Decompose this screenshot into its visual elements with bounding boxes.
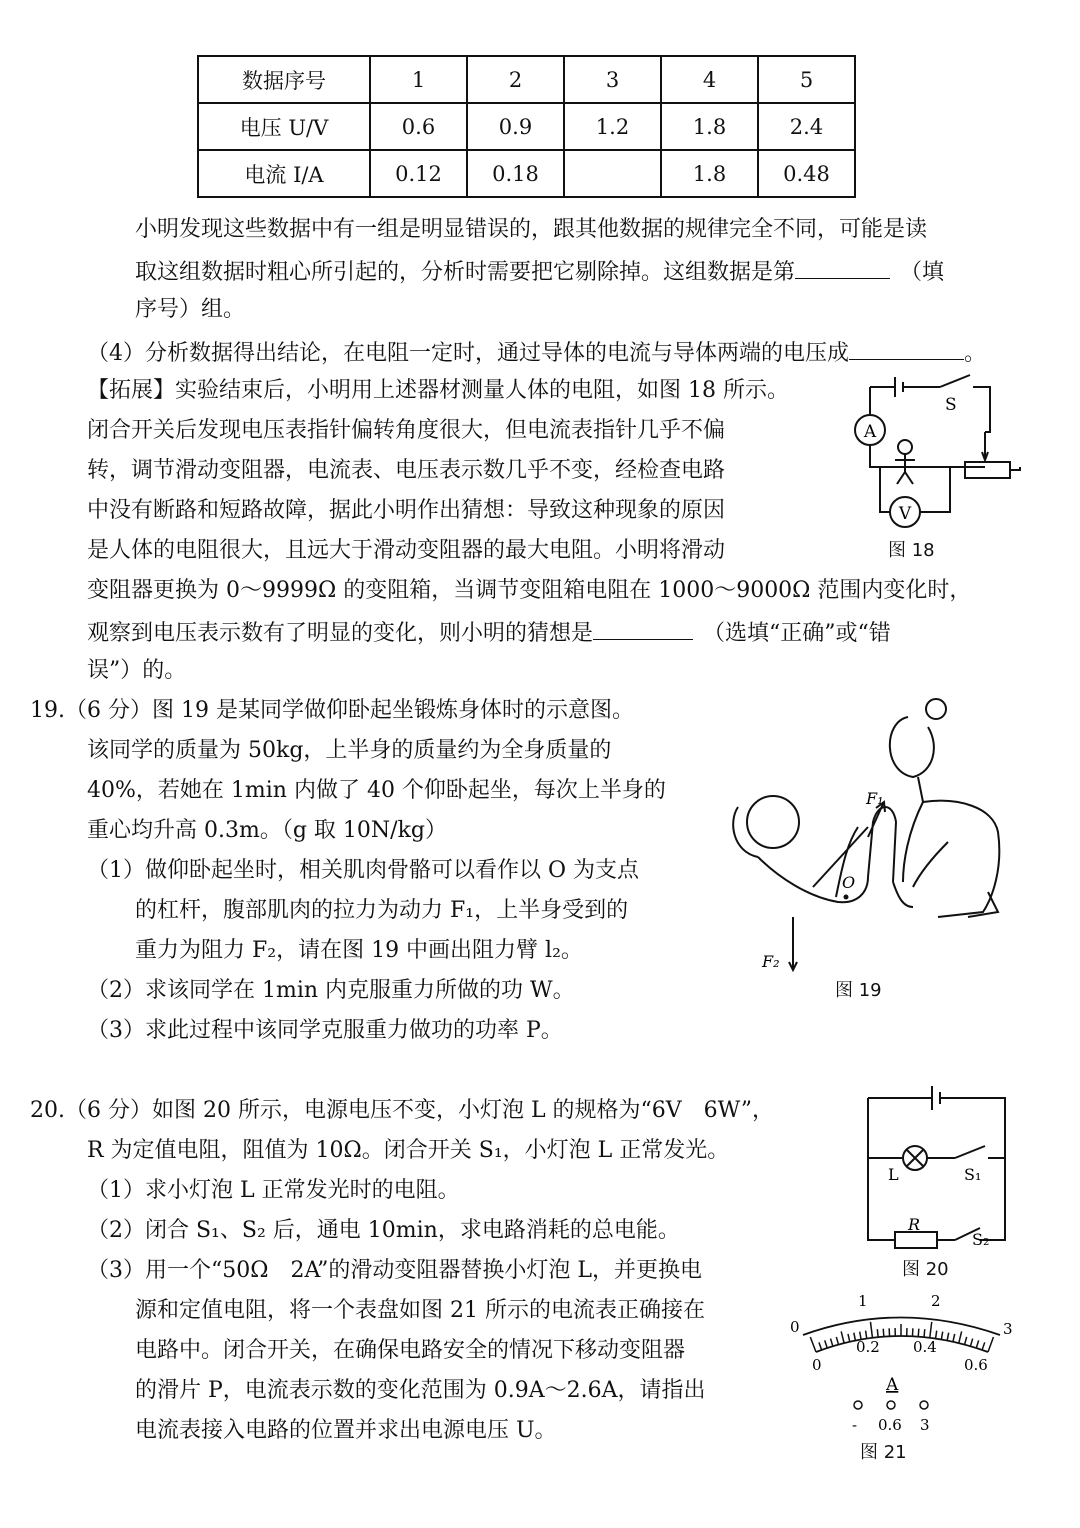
q18-p4	[87, 333, 986, 367]
dial-tick	[841, 1331, 844, 1343]
table-cell: 电压 U/V	[198, 103, 370, 150]
figure-19-caption: 图 19	[835, 980, 882, 1001]
q20-sub3-line1: （3）用一个“50Ω 2A”的滑动变阻器替换小灯泡 L，并更换电	[87, 1258, 702, 1283]
switch-label: S	[945, 395, 957, 415]
q18-p3-line2-text: 取这组数据时粗心所引起的，分析时需要把它剔除掉。这组数据是第	[135, 260, 796, 285]
s1-label: S₁	[964, 1165, 982, 1184]
dial-tick	[965, 1337, 967, 1345]
q19-sub1-line3: 重力为阻力 F₂，请在图 19 中画出阻力臂 l₂。	[135, 938, 583, 963]
table-cell: 电流 I/A	[198, 150, 370, 197]
q18-ext-line5: 是人体的电阻很大，且远大于滑动变阻器的最大电阻。小明将滑动	[87, 538, 726, 563]
lower-tick-label: 0.4	[913, 1338, 937, 1356]
q18-ext-line7	[87, 613, 891, 647]
q19-sub2: （2）求该同学在 1min 内克服重力所做的功 W。	[87, 978, 575, 1003]
dial-tick	[883, 1329, 884, 1337]
dial-tick	[953, 1334, 955, 1342]
answer-blank[interactable]	[795, 252, 890, 279]
table-row	[198, 150, 855, 197]
figure-21-caption: 图 21	[860, 1442, 907, 1463]
q19-line1: 19.（6 分）图 19 是某同学做仰卧起坐锻炼身体时的示意图。	[30, 698, 634, 723]
q18-p3-line3: 序号）组。	[135, 297, 246, 322]
figure-19-situp	[718, 692, 1018, 977]
table-cell: 1.8	[661, 150, 758, 197]
upper-tick-label: 1	[858, 1292, 868, 1310]
table-header-cell: 2	[467, 56, 564, 103]
table-header-cell: 5	[758, 56, 855, 103]
table-cell: 0.6	[370, 103, 467, 150]
q18-p4-end: 。	[964, 341, 987, 366]
q18-p3-line2	[135, 252, 944, 286]
figure-18-caption: 图 18	[888, 540, 935, 561]
answer-blank[interactable]	[849, 333, 964, 360]
upper-tick-label: 2	[931, 1292, 941, 1310]
r-label: R	[908, 1215, 921, 1234]
q19-line2: 该同学的质量为 50kg，上半身的质量约为全身质量的	[87, 738, 612, 763]
table-cell: 1.2	[564, 103, 661, 150]
dial-tick	[819, 1342, 822, 1350]
dial-tick	[988, 1337, 993, 1352]
upper-tick-label: 3	[1003, 1320, 1013, 1338]
terminal-label: 0.6	[878, 1416, 902, 1434]
dial-tick	[970, 1339, 972, 1347]
table-header-cell: 1	[370, 56, 467, 103]
table-header-cell: 3	[564, 56, 661, 103]
q18-p3-line1: 小明发现这些数据中有一组是明显错误的，跟其他数据的规律完全不同，可能是读	[135, 217, 928, 242]
lamp-label: L	[888, 1165, 899, 1184]
dial-tick	[848, 1334, 850, 1342]
q20-sub1: （1）求小灯泡 L 正常发光时的电阻。	[87, 1178, 460, 1203]
q18-ext-line6: 变阻器更换为 0～9999Ω 的变阻箱，当调节变阻箱电阻在 1000～9000Ω 范围内变化时，	[87, 578, 972, 603]
dial-tick	[918, 1329, 919, 1337]
q20-sub3-line4: 的滑片 P，电流表示数的变化范围为 0.9A～2.6A，请指出	[135, 1378, 706, 1403]
q18-ext-line8: 误”）的。	[87, 658, 187, 683]
table-cell: 0.9	[467, 103, 564, 150]
f2-label: F₂	[762, 952, 780, 971]
lower-tick-label: 0	[812, 1356, 822, 1374]
dial-tick	[930, 1322, 932, 1338]
dial-tick	[959, 1331, 962, 1343]
data-table	[197, 55, 856, 198]
f1-label: F₁	[866, 789, 884, 808]
answer-blank[interactable]	[593, 613, 693, 640]
q20-sub3-line3: 电路中。闭合开关，在确保电路安全的情况下移动变阻器	[135, 1338, 686, 1363]
dial-tick	[982, 1342, 985, 1350]
terminal-label: 3	[920, 1416, 930, 1434]
dial-tick	[870, 1322, 872, 1338]
dial-tick	[976, 1340, 978, 1348]
upper-tick-label: 0	[790, 1318, 800, 1336]
s2-label: S₂	[972, 1230, 990, 1249]
q18-ext-line1: 【拓展】实验结束后，小明用上述器材测量人体的电阻，如图 18 所示。	[87, 378, 789, 403]
q18-p3-line2-end: （填	[900, 260, 945, 285]
table-cell: 0.18	[467, 150, 564, 197]
figure-20-caption: 图 20	[902, 1259, 949, 1280]
lower-tick-label: 0.6	[964, 1356, 988, 1374]
q18-ext-line3: 转，调节滑动变阻器，电流表、电压表示数几乎不变，经检查电路	[87, 458, 726, 483]
dial-tick	[877, 1329, 878, 1337]
q20-sub2: （2）闭合 S₁、S₂ 后，通电 10min，求电路消耗的总电能。	[87, 1218, 680, 1243]
figure-21-ammeter	[778, 1290, 1023, 1440]
table-cell	[564, 150, 661, 197]
table-cell: 0.12	[370, 150, 467, 197]
table-cell: 1.8	[661, 103, 758, 150]
dial-tick	[947, 1333, 949, 1341]
dial-tick	[810, 1337, 816, 1352]
q20-line2: R 为定值电阻，阻值为 10Ω。闭合开关 S₁，小灯泡 L 正常发光。	[87, 1138, 730, 1163]
table-header-row	[198, 56, 855, 103]
q18-ext-line4: 中没有断路和短路故障，据此小明作出猜想：导致这种现象的原因	[87, 498, 726, 523]
q20-sub3-line2: 源和定值电阻，将一个表盘如图 21 所示的电流表正确接在	[135, 1298, 705, 1323]
dial-tick	[836, 1337, 838, 1345]
q20-line1: 20.（6 分）如图 20 所示，电源电压不变，小灯泡 L 的规格为“6V 6W”，	[30, 1098, 774, 1123]
q18-ext-line2: 闭合开关后发现电压表指针偏转角度很大，但电流表指针几乎不偏	[87, 418, 726, 443]
table-cell: 2.4	[758, 103, 855, 150]
q19-sub3: （3）求此过程中该同学克服重力做功的功率 P。	[87, 1018, 563, 1043]
voltmeter-label: V	[898, 504, 912, 524]
pivot-o-label: O	[842, 873, 856, 892]
unit-label: A	[886, 1375, 899, 1395]
q18-p4-text: （4）分析数据得出结论，在电阻一定时，通过导体的电流与导体两端的电压成	[87, 341, 849, 366]
q19-sub1-line1: （1）做仰卧起坐时，相关肌肉骨骼可以看作以 O 为支点	[87, 858, 640, 883]
table-row	[198, 103, 855, 150]
q19-sub1-line2: 的杠杆，腹部肌肉的拉力为动力 F₁，上半身受到的	[135, 898, 629, 923]
terminal-label: -	[852, 1416, 858, 1434]
q19-line3: 40%，若她在 1min 内做了 40 个仰卧起坐，每次上半身的	[87, 778, 666, 803]
table-header-cell: 数据序号	[198, 56, 370, 103]
figure-18-circuit	[825, 372, 1025, 532]
lower-tick-label: 0.2	[856, 1338, 880, 1356]
dial-tick	[825, 1340, 828, 1348]
q18-ext-line7-text: 观察到电压表示数有了明显的变化，则小明的猜想是	[87, 621, 594, 646]
table-cell: 0.48	[758, 150, 855, 197]
dial-tick	[924, 1329, 925, 1337]
ammeter-label: A	[863, 422, 877, 442]
table-header-cell: 4	[661, 56, 758, 103]
dial-tick	[941, 1332, 942, 1340]
figure-20-circuit	[860, 1080, 1020, 1250]
q18-ext-line7-end: （选填“正确”或“错	[703, 621, 891, 646]
q20-sub3-line5: 电流表接入电路的位置并求出电源电压 U。	[135, 1418, 557, 1443]
dial-tick	[831, 1339, 833, 1347]
q19-line4: 重心均升高 0.3m。（g 取 10N/kg）	[87, 818, 447, 843]
